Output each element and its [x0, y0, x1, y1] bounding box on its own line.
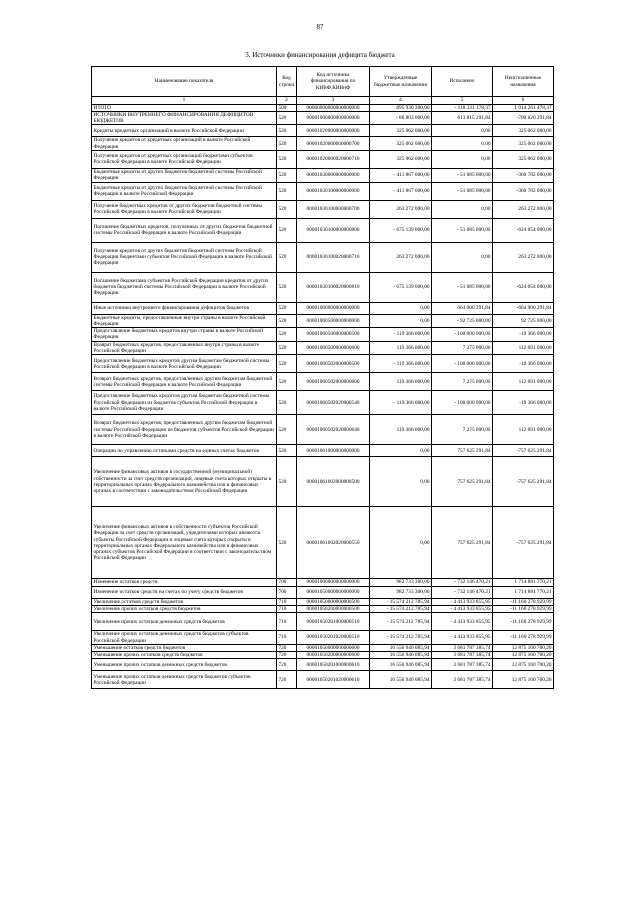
- cell-executed: - 4 413 933 855,95: [432, 605, 493, 612]
- cell-name: Уменьшение прочих остатков денежных средств бюджетов: [92, 659, 277, 671]
- cell-kbk: 00001060502000000600: [297, 373, 370, 391]
- cell-approved: 982 733 300,00: [370, 586, 432, 598]
- table-row: [92, 137, 554, 151]
- cell-unexecuted: -19 366 000,00: [493, 355, 554, 373]
- cell-executed: 757 625 291,84: [432, 457, 493, 507]
- cell-code: 520: [277, 150, 297, 168]
- cell-executed: 0,00: [432, 125, 493, 137]
- cell-approved: 0,00: [370, 507, 432, 579]
- cell-unexecuted: -664 900 291,84: [493, 302, 554, 314]
- cell-kbk: 00001050000000000500: [297, 598, 370, 605]
- cell-unexecuted: 325 062 000,00: [493, 150, 554, 168]
- cell-kbk: 00001030100000000000: [297, 182, 370, 200]
- table-row: [92, 644, 554, 651]
- cell-code: 520: [277, 341, 297, 355]
- table-row: [92, 150, 554, 168]
- cell-unexecuted: -757 625 291,84: [493, 507, 554, 579]
- cell-code: 520: [277, 200, 297, 218]
- cell-code: 720: [277, 652, 297, 659]
- cell-kbk: 00001050201020000510: [297, 631, 370, 645]
- cell-code: 520: [277, 457, 297, 507]
- cell-unexecuted: 112 091 000,00: [493, 415, 554, 445]
- cell-approved: 895 930 300,00: [370, 104, 432, 111]
- header-row: [92, 67, 554, 97]
- cell-code: 520: [277, 125, 297, 137]
- table-row: [92, 659, 554, 671]
- cell-code: 720: [277, 659, 297, 671]
- cell-code: 710: [277, 605, 297, 612]
- cell-approved: - 411 867 000,00: [370, 168, 432, 182]
- page-number: 87: [316, 23, 324, 31]
- column-number: 2: [277, 97, 297, 105]
- cell-code: 500: [277, 104, 297, 111]
- table-row: [92, 111, 554, 125]
- table-row: [92, 302, 554, 314]
- cell-kbk: 00001060502000000500: [297, 355, 370, 373]
- cell-name: Изменение остатков средств: [92, 579, 277, 586]
- cell-executed: 757 625 291,84: [432, 445, 493, 457]
- cell-code: 720: [277, 671, 297, 689]
- cell-kbk: 00001061002000000500: [297, 457, 370, 507]
- header-name: Наименование показателя: [92, 67, 277, 97]
- cell-approved: 325 062 000,00: [370, 137, 432, 151]
- cell-name: Получение кредитов от других бюджетов бюджетной системы Российской Федерации бюджетами субъектов Российской Федерации в валюте Российской Федерации: [92, 242, 277, 272]
- cell-unexecuted: -360 782 000,00: [493, 182, 554, 200]
- cell-unexecuted: 325 062 000,00: [493, 125, 554, 137]
- cell-kbk: 00000000000000000000: [297, 104, 370, 111]
- table-row: [92, 341, 554, 355]
- cell-executed: - 92 725 000,00: [432, 314, 493, 328]
- table-row: [92, 457, 554, 507]
- cell-kbk: 00001020000020000710: [297, 150, 370, 168]
- cell-name: Увеличение прочих остатков денежных средств бюджетов субъектов Российской Федерации: [92, 631, 277, 645]
- cell-approved: - 119 366 000,00: [370, 355, 432, 373]
- cell-unexecuted: -700 620 291,84: [493, 111, 554, 125]
- cell-kbk: 00001000000000000000: [297, 579, 370, 586]
- cell-unexecuted: -11 160 278 929,99: [493, 605, 554, 612]
- cell-unexecuted: 112 091 000,00: [493, 341, 554, 355]
- cell-executed: 3 681 787 385,74: [432, 652, 493, 659]
- cell-approved: - 86 803 000,00: [370, 111, 432, 125]
- table-row: [92, 182, 554, 200]
- table-row: [92, 373, 554, 391]
- cell-unexecuted: 263 272 000,00: [493, 200, 554, 218]
- cell-executed: - 4 413 933 855,95: [432, 631, 493, 645]
- cell-name: Погашение бюджетами субъектов Российской Федерации кредитов от других бюджетов бюджетной системы Российской Федерации в валюте Российской Федерации: [92, 272, 277, 302]
- cell-approved: 263 272 000,00: [370, 242, 432, 272]
- cell-executed: - 51 085 000,00: [432, 272, 493, 302]
- cell-name: Уменьшение прочих остатков денежных средств бюджетов субъектов Российской Федерации: [92, 671, 277, 689]
- cell-code: 520: [277, 314, 297, 328]
- cell-code: 520: [277, 137, 297, 151]
- cell-approved: 0,00: [370, 302, 432, 314]
- cell-approved: - 119 366 000,00: [370, 391, 432, 415]
- cell-kbk: 00001050000000000000: [297, 586, 370, 598]
- header-code: Код строки: [277, 67, 297, 97]
- cell-kbk: 00001050200000000600: [297, 652, 370, 659]
- cell-approved: 16 556 946 085,94: [370, 671, 432, 689]
- table-row: [92, 579, 554, 586]
- cell-unexecuted: 12 875 160 700,20: [493, 652, 554, 659]
- table-row: [92, 125, 554, 137]
- table-row: [92, 586, 554, 598]
- cell-executed: 664 900 291,84: [432, 302, 493, 314]
- cell-approved: 0,00: [370, 445, 432, 457]
- column-number: 4: [370, 97, 432, 105]
- cell-name: Увеличение финансовых активов в государственной (муниципальной) собственности за счет средств организаций, лицевые счета которых открыты в территориальных органах Федерального казначейства или в финансовых органах в соответствии с законодательством Российской Федерации: [92, 457, 277, 507]
- cell-approved: - 119 366 000,00: [370, 328, 432, 342]
- table-row: [92, 415, 554, 445]
- cell-unexecuted: 12 875 160 700,20: [493, 644, 554, 651]
- cell-approved: 325 062 000,00: [370, 150, 432, 168]
- cell-executed: - 732 146 470,21: [432, 579, 493, 586]
- cell-name: Погашение бюджетных кредитов, полученных от других бюджетов бюджетной системы Российской Федерации в валюте Российской Федерации: [92, 218, 277, 242]
- cell-name: Предоставление бюджетных кредитов другим бюджетам бюджетной системы Российской Федерации из бюджетов субъектов Российской Федерации в валюте Российской Федерации: [92, 391, 277, 415]
- cell-kbk: 00001050200000000500: [297, 605, 370, 612]
- cell-name: Возврат бюджетных кредитов, предоставленных другим бюджетам бюджетной системы Российской Федерации из бюджетов субъектов Российской Федерации в валюте Российской Федерации: [92, 415, 277, 445]
- cell-unexecuted: -757 625 291,84: [493, 445, 554, 457]
- header-executed: Исполнено: [432, 67, 493, 97]
- cell-kbk: 00001050201000000610: [297, 659, 370, 671]
- cell-name: Возврат бюджетных кредитов, предоставленных внутри страны в валюте Российской Федерации: [92, 341, 277, 355]
- cell-approved: 16 556 946 085,94: [370, 659, 432, 671]
- column-number: 3: [297, 97, 370, 105]
- cell-code: 520: [277, 272, 297, 302]
- cell-name: Получение бюджетных кредитов от других бюджетов бюджетной системы Российской Федерации в валюте Российской Федерации: [92, 200, 277, 218]
- cell-executed: 0,00: [432, 200, 493, 218]
- cell-executed: 7 275 000,00: [432, 373, 493, 391]
- cell-executed: - 51 085 000,00: [432, 182, 493, 200]
- cell-executed: 3 681 787 385,74: [432, 659, 493, 671]
- cell-approved: - 675 139 000,00: [370, 272, 432, 302]
- cell-name: Получение кредитов от кредитных организаций бюджетами субъектов Российской Федерации в валюте Российской Федерации: [92, 150, 277, 168]
- table-row: [92, 168, 554, 182]
- section-title: 3. Источники финансирования дефицита бюджета: [245, 51, 395, 59]
- cell-approved: 119 366 000,00: [370, 415, 432, 445]
- cell-name: Кредиты кредитных организаций в валюте Российской Федерации: [92, 125, 277, 137]
- cell-executed: 613 815 291,84: [432, 111, 493, 125]
- cell-kbk: 00001050201020000610: [297, 671, 370, 689]
- cell-approved: - 411 867 000,00: [370, 182, 432, 200]
- cell-code: 700: [277, 579, 297, 586]
- cell-code: 720: [277, 644, 297, 651]
- cell-approved: 0,00: [370, 457, 432, 507]
- cell-executed: - 100 000 000,00: [432, 355, 493, 373]
- cell-name: ИТОГО: [92, 104, 277, 111]
- cell-unexecuted: 1 714 881 770,21: [493, 579, 554, 586]
- cell-kbk: 00001030100000000700: [297, 200, 370, 218]
- cell-unexecuted: 263 272 000,00: [493, 242, 554, 272]
- cell-code: 520: [277, 242, 297, 272]
- cell-name: Возврат бюджетных кредитов, предоставленных другим бюджетам бюджетной системы Российской Федерации в валюте Российской Федерации: [92, 373, 277, 391]
- table-row: [92, 445, 554, 457]
- cell-code: 520: [277, 111, 297, 125]
- cell-unexecuted: 12 875 160 700,20: [493, 671, 554, 689]
- cell-name: Бюджетные кредиты от других бюджетов бюджетной системы Российской Федерации в валюте Российской Федерации: [92, 182, 277, 200]
- cell-kbk: 00001061000000000000: [297, 445, 370, 457]
- cell-unexecuted: -624 054 000,00: [493, 272, 554, 302]
- table-row: [92, 671, 554, 689]
- cell-code: 710: [277, 631, 297, 645]
- cell-approved: - 15 574 212 785,94: [370, 605, 432, 612]
- cell-approved: 119 366 000,00: [370, 341, 432, 355]
- cell-executed: 0,00: [432, 137, 493, 151]
- cell-executed: - 51 085 000,00: [432, 218, 493, 242]
- table-row: [92, 605, 554, 612]
- cell-name: Получение кредитов от кредитных организаций в валюте Российской Федерации: [92, 137, 277, 151]
- cell-name: Предоставление бюджетных кредитов другим бюджетам бюджетной системы Российской Федерации в валюте Российской Федерации: [92, 355, 277, 373]
- cell-unexecuted: -757 625 291,84: [493, 457, 554, 507]
- cell-executed: 7 275 000,00: [432, 415, 493, 445]
- cell-kbk: 00001030000000000000: [297, 168, 370, 182]
- cell-executed: - 4 413 933 855,95: [432, 598, 493, 605]
- cell-unexecuted: -11 160 278 929,99: [493, 631, 554, 645]
- cell-approved: 119 366 000,00: [370, 373, 432, 391]
- table-row: [92, 613, 554, 631]
- cell-name: Иные источники внутреннего финансирования дефицитов бюджетов: [92, 302, 277, 314]
- cell-code: 520: [277, 507, 297, 579]
- cell-name: Бюджетные кредиты от других бюджетов бюджетной системы Российской Федерации: [92, 168, 277, 182]
- cell-name: Предоставление бюджетных кредитов внутри страны в валюте Российской Федерации: [92, 328, 277, 342]
- table-row: [92, 328, 554, 342]
- cell-approved: 982 733 300,00: [370, 579, 432, 586]
- cell-name: Уменьшение прочих остатков средств бюджетов: [92, 652, 277, 659]
- cell-unexecuted: -19 366 000,00: [493, 391, 554, 415]
- cell-kbk: 00001030100020000810: [297, 272, 370, 302]
- cell-unexecuted: 12 875 160 700,20: [493, 659, 554, 671]
- table-row: [92, 242, 554, 272]
- cell-kbk: 00001060500000000000: [297, 314, 370, 328]
- table-row: [92, 272, 554, 302]
- cell-executed: 0,00: [432, 242, 493, 272]
- cell-code: 520: [277, 168, 297, 182]
- cell-kbk: 00001060500000000600: [297, 341, 370, 355]
- column-number: 1: [92, 97, 277, 105]
- cell-code: 520: [277, 373, 297, 391]
- cell-unexecuted: -11 160 278 929,99: [493, 613, 554, 631]
- cell-executed: - 100 000 000,00: [432, 328, 493, 342]
- cell-name: Увеличение финансовых активов в собственности субъектов Российской Федерации за счет средств организаций, учредителями которых являются субъекты Российской Федерации и лицевые счета которых открыты в территориальных органах Федерального казначейства или в финансовых органах субъектов Российской Федерации в соответствии с законодательством Российской Федерации: [92, 507, 277, 579]
- cell-kbk: 00001060500000000500: [297, 328, 370, 342]
- cell-code: 520: [277, 391, 297, 415]
- cell-name: Изменение остатков средств на счетах по учету средств бюджетов: [92, 586, 277, 598]
- header-kbk: Код источника финансирования по КИВФ,КИВнФ: [297, 67, 370, 97]
- cell-executed: - 4 413 933 855,95: [432, 613, 493, 631]
- cell-kbk: 00001060502020000540: [297, 391, 370, 415]
- cell-executed: - 51 085 000,00: [432, 168, 493, 182]
- header-unexecuted: Неисполненные назначения: [493, 67, 554, 97]
- cell-code: 710: [277, 613, 297, 631]
- column-number-row: [92, 97, 554, 105]
- cell-executed: 7 275 000,00: [432, 341, 493, 355]
- header-approved: Утвержденные бюджетные назначения: [370, 67, 432, 97]
- cell-code: 520: [277, 355, 297, 373]
- cell-name: ИСТОЧНИКИ ВНУТРЕННЕГО ФИНАНСИРОВАНИЯ ДЕФИЦИТОВ БЮДЖЕТОВ: [92, 111, 277, 125]
- cell-approved: - 15 574 212 785,94: [370, 631, 432, 645]
- cell-name: Операции по управлению остатками средств на единых счетах бюджетов: [92, 445, 277, 457]
- cell-unexecuted: 1 014 261 478,37: [493, 104, 554, 111]
- cell-code: 520: [277, 328, 297, 342]
- table-row: [92, 200, 554, 218]
- cell-kbk: 00001060502020000640: [297, 415, 370, 445]
- table-row: [92, 391, 554, 415]
- cell-executed: - 100 000 000,00: [432, 391, 493, 415]
- cell-approved: 16 556 946 085,94: [370, 644, 432, 651]
- cell-name: Увеличение прочих остатков денежных средств бюджетов: [92, 613, 277, 631]
- cell-approved: - 675 139 000,00: [370, 218, 432, 242]
- cell-kbk: 00001061002020000550: [297, 507, 370, 579]
- cell-kbk: 00001060000000000000: [297, 302, 370, 314]
- cell-name: Увеличение остатков средств бюджетов: [92, 598, 277, 605]
- cell-approved: - 15 574 212 785,94: [370, 613, 432, 631]
- cell-unexecuted: 112 091 000,00: [493, 373, 554, 391]
- cell-unexecuted: -11 160 278 929,99: [493, 598, 554, 605]
- cell-name: Уменьшение остатков средств бюджетов: [92, 644, 277, 651]
- cell-executed: 3 681 787 385,74: [432, 671, 493, 689]
- table-body: [92, 104, 554, 689]
- cell-executed: - 732 146 470,21: [432, 586, 493, 598]
- cell-executed: 3 681 787 385,74: [432, 644, 493, 651]
- cell-executed: 0,00: [432, 150, 493, 168]
- cell-code: 710: [277, 598, 297, 605]
- cell-code: 520: [277, 182, 297, 200]
- cell-kbk: 00001050201000000510: [297, 613, 370, 631]
- cell-kbk: 00001030100000000800: [297, 218, 370, 242]
- cell-kbk: 00001030100020000710: [297, 242, 370, 272]
- cell-unexecuted: -19 366 000,00: [493, 328, 554, 342]
- table-row: [92, 314, 554, 328]
- sources-table: [91, 66, 554, 689]
- cell-unexecuted: -624 054 000,00: [493, 218, 554, 242]
- cell-approved: 325 062 000,00: [370, 125, 432, 137]
- table-row: [92, 652, 554, 659]
- cell-name: Бюджетные кредиты, предоставленные внутри страны в валюте Российской Федерации: [92, 314, 277, 328]
- cell-kbk: 00001020000000000700: [297, 137, 370, 151]
- cell-executed: 757 625 291,84: [432, 507, 493, 579]
- cell-code: 700: [277, 586, 297, 598]
- column-number: 5: [432, 97, 493, 105]
- cell-name: Увеличение прочих остатков средств бюджетов: [92, 605, 277, 612]
- table-row: [92, 598, 554, 605]
- cell-kbk: 00001000000000000000: [297, 111, 370, 125]
- cell-unexecuted: 325 062 000,00: [493, 137, 554, 151]
- table-row: [92, 507, 554, 579]
- cell-kbk: 00001020000000000000: [297, 125, 370, 137]
- cell-approved: - 15 574 212 785,94: [370, 598, 432, 605]
- cell-unexecuted: 1 714 881 770,21: [493, 586, 554, 598]
- cell-code: 520: [277, 445, 297, 457]
- cell-code: 520: [277, 415, 297, 445]
- cell-unexecuted: 92 725 000,00: [493, 314, 554, 328]
- cell-approved: 16 556 946 085,94: [370, 652, 432, 659]
- cell-executed: - 118 331 178,37: [432, 104, 493, 111]
- table-row: [92, 218, 554, 242]
- table-row: [92, 104, 554, 111]
- cell-code: 520: [277, 218, 297, 242]
- table-row: [92, 631, 554, 645]
- table-row: [92, 355, 554, 373]
- cell-kbk: 00001050000000000600: [297, 644, 370, 651]
- column-number: 6: [493, 97, 554, 105]
- cell-unexecuted: -360 782 000,00: [493, 168, 554, 182]
- cell-approved: 263 272 000,00: [370, 200, 432, 218]
- cell-code: 520: [277, 302, 297, 314]
- cell-approved: 0,00: [370, 314, 432, 328]
